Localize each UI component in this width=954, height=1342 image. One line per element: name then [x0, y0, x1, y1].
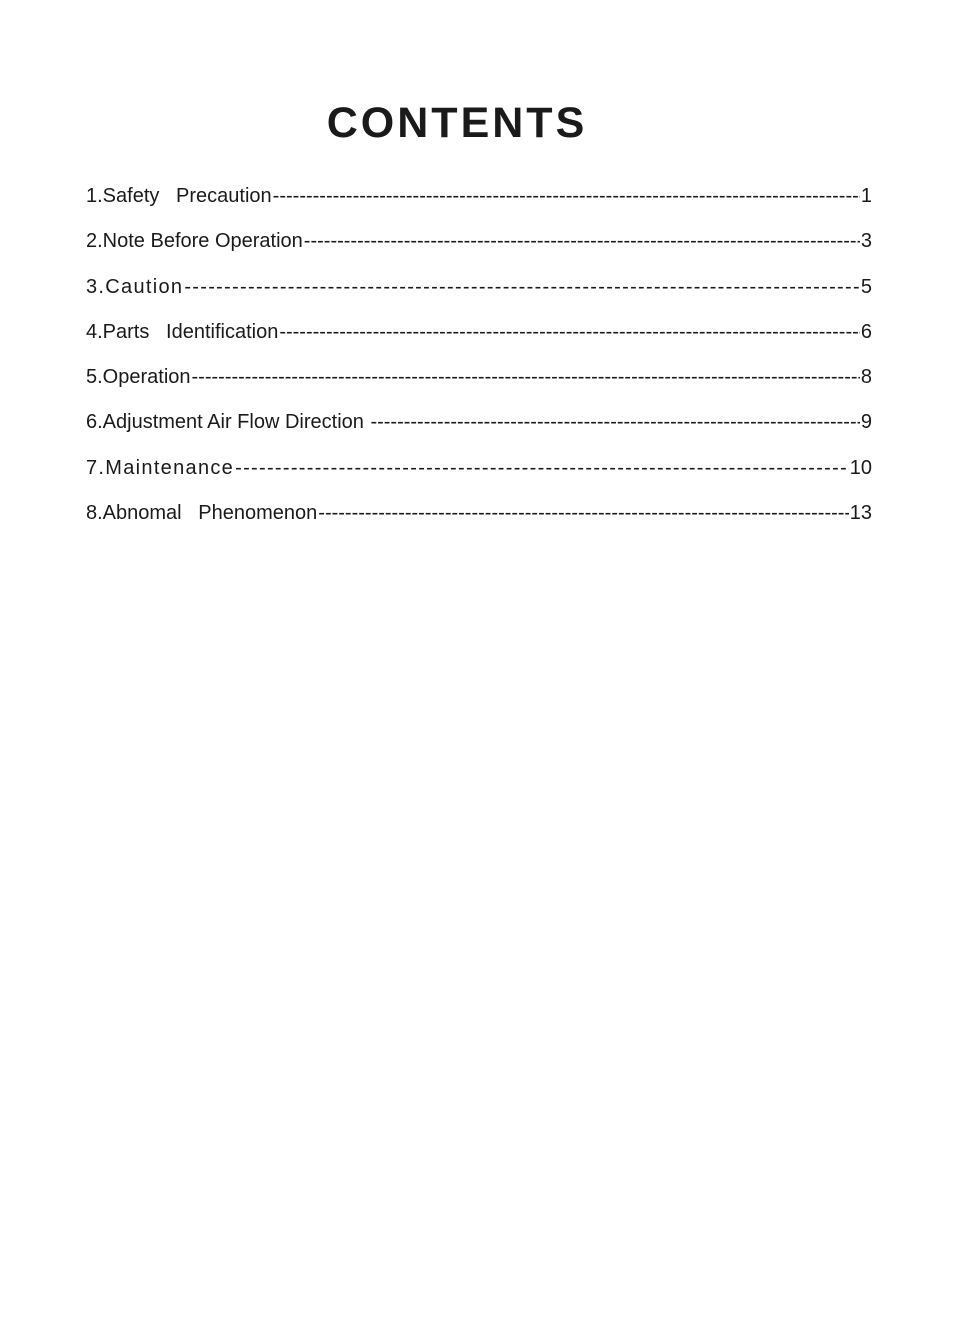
toc-entry-note-before-operation — [86, 227, 872, 272]
toc-page-number: 8 — [860, 366, 872, 389]
toc-entry-parts-identification — [86, 318, 872, 363]
toc-page-number: 10 — [849, 456, 872, 479]
toc-entry-label: 5.Operation — [86, 366, 191, 389]
toc-entry-label: 2.Note Before Operation — [86, 230, 303, 253]
toc-dot-leader — [370, 408, 859, 436]
toc-page-number: 5 — [860, 275, 872, 298]
toc-page-number: 1 — [860, 185, 872, 207]
toc-dot-leader — [192, 363, 860, 391]
toc-entry-label: 8.Abnomal Phenomenon — [86, 502, 318, 525]
toc-entry-label: 3.Caution — [86, 275, 184, 298]
toc-dot-leader — [273, 182, 860, 210]
toc-entry-label: 4.Parts Identification — [86, 320, 279, 343]
page-title: CONTENTS — [326, 99, 588, 147]
toc-entry-safety-precaution — [86, 182, 872, 227]
toc-dot-leader — [304, 227, 860, 255]
toc-entry-label: 1.Safety Precaution — [86, 185, 272, 207]
toc-dot-leader — [279, 318, 860, 346]
toc-entry-caution — [86, 273, 872, 318]
toc-page-number: 9 — [860, 411, 872, 434]
toc-dot-leader — [235, 454, 849, 482]
toc-entry-label: 6.Adjustment Air Flow Direction — [86, 411, 370, 434]
table-of-contents — [86, 182, 872, 544]
toc-dot-leader — [318, 499, 848, 527]
toc-entry-adjustment-air-flow-direction — [86, 408, 872, 453]
toc-entry-maintenance — [86, 454, 872, 499]
toc-entry-operation — [86, 363, 872, 408]
toc-entry-label: 7.Maintenance — [86, 456, 235, 479]
toc-page-number: 6 — [860, 320, 872, 343]
toc-page-number: 3 — [860, 230, 872, 253]
toc-page-number: 13 — [849, 502, 872, 525]
toc-entry-abnomal-phenomenon — [86, 499, 872, 544]
toc-dot-leader — [184, 273, 860, 301]
